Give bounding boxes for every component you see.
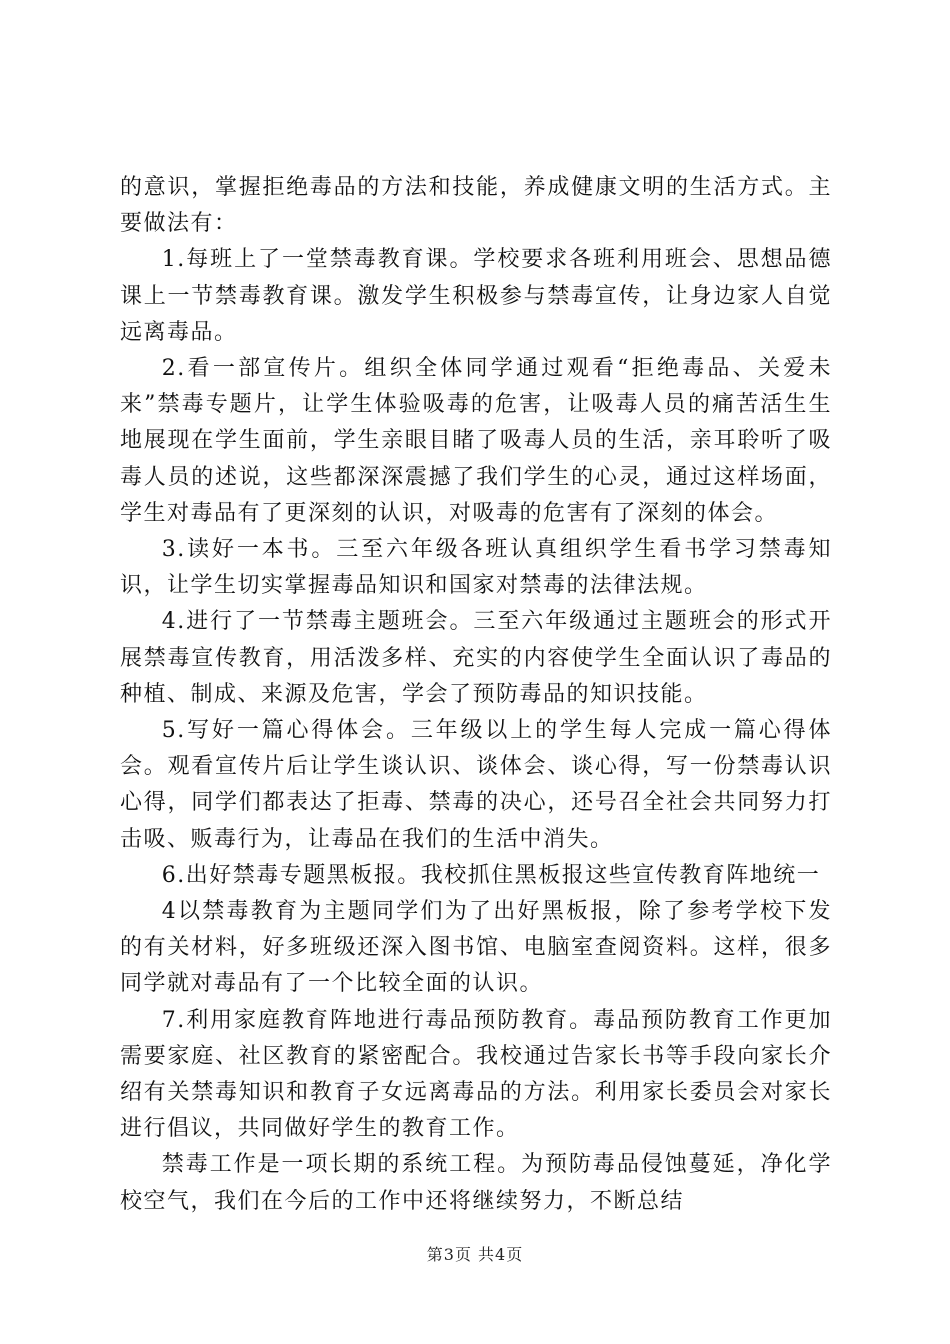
paragraph-conclusion: 禁毒工作是一项长期的系统工程。为预防毒品侵蚀蔓延，净化学校空气，我们在今后的工作中还将继续努力，不断总结 [120, 1152, 832, 1214]
paragraph-item-7: 7.利用家庭教育阵地进行毒品预防教育。毒品预防教育工作更加需要家庭、社区教育的紧密配合。我校通过告家长书等手段向家长介绍有关禁毒知识和教育子女远离毒品的方法。利用家长委员会对家长进行倡议，共同做好学生的教育工作。 [120, 1007, 832, 1142]
page-number: 第3页 共4页 [426, 1245, 524, 1264]
paragraph-item-3: 3.读好一本书。三至六年级各班认真组织学生看书学习禁毒知识，让学生切实掌握毒品知识和国家对禁毒的法律法规。 [120, 537, 832, 599]
paragraph-item-4: 4.进行了一节禁毒主题班会。三至六年级通过主题班会的形式开展禁毒宣传教育，用活泼多样、充实的内容使学生全面认识了毒品的种植、制成、来源及危害，学会了预防毒品的知识技能。 [120, 609, 832, 707]
paragraph-item-6-continued: 4以禁毒教育为主题同学们为了出好黑板报，除了参考学校下发的有关材料，好多班级还深入图书馆、电脑室查阅资料。这样，很多同学就对毒品有了一个比较全面的认识。 [120, 899, 832, 997]
paragraph-item-6: 6.出好禁毒专题黑板报。我校抓住黑板报这些宣传教育阵地统一 [161, 862, 821, 888]
paragraph-item-2: 2.看一部宣传片。组织全体同学通过观看“拒绝毒品、关爱未来”禁毒专题片，让学生体验吸毒的危害，让吸毒人员的痛苦活生生地展现在学生面前，学生亲眼目睹了吸毒人员的生活，亲耳聆听了吸毒人员的述说，这些都深深震撼了我们学生的心灵，通过这样场面，学生对毒品有了更深刻的认识，对吸毒的危害有了深刻的体会。 [120, 356, 832, 526]
paragraph-continuation: 的意识，掌握拒绝毒品的方法和技能，养成健康文明的生活方式。主要做法有： [120, 175, 832, 237]
paragraph-item-1: 1.每班上了一堂禁毒教育课。学校要求各班利用班会、思想品德课上一节禁毒教育课。激发学生积极参与禁毒宣传，让身边家人自觉远离毒品。 [120, 247, 832, 345]
page-footer [0, 1242, 950, 1265]
document-body [120, 170, 832, 1220]
paragraph-item-5: 5.写好一篇心得体会。三年级以上的学生每人完成一篇心得体会。观看宣传片后让学生谈认识、谈体会、谈心得，写一份禁毒认识心得，同学们都表达了拒毒、禁毒的决心，还号召全社会共同努力打击吸、贩毒行为，让毒品在我们的生活中消失。 [120, 718, 832, 852]
